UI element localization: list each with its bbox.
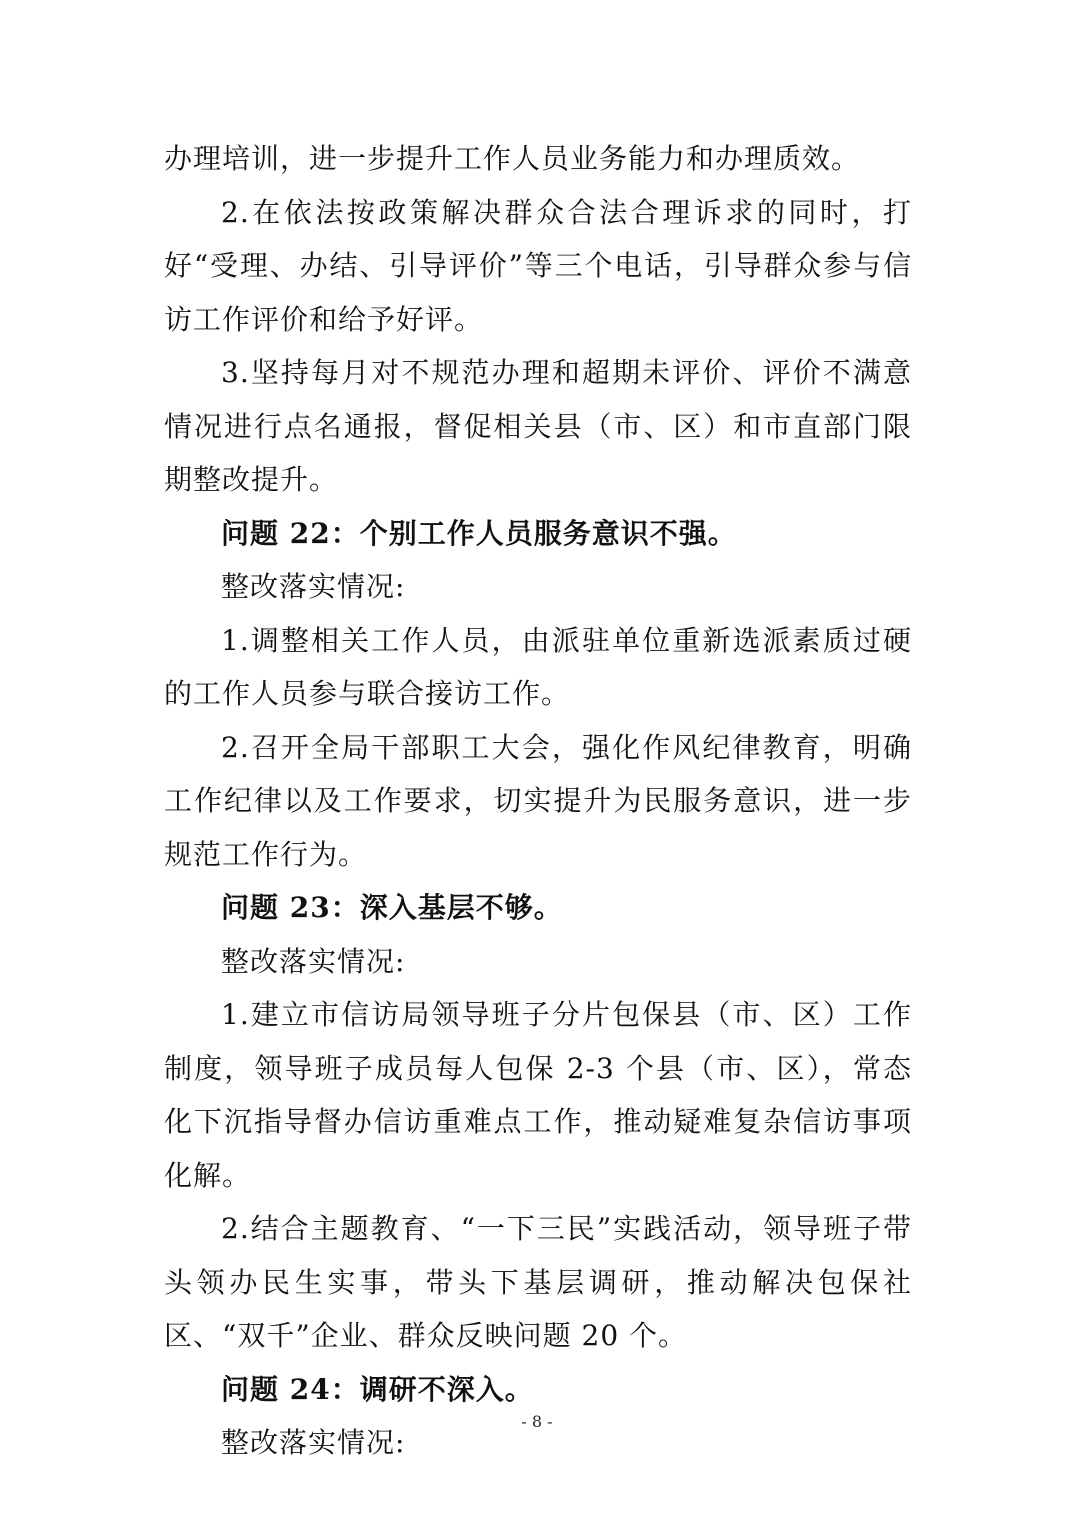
page-number: - 8 - (521, 1412, 553, 1431)
paragraph-item-2: 2.在依法按政策解决群众合法合理诉求的同时，打好“受理、办结、引导评价”等三个电话，引导群众参与信访工作评价和给予好评。 (164, 195, 912, 336)
issue-23-heading: 问题 23：深入基层不够。 (221, 891, 563, 924)
document-body (164, 132, 912, 1470)
issue-24-heading: 问题 24：调研不深入。 (221, 1372, 534, 1406)
issue-22-heading: 问题 22：个别工作人员服务意识不强。 (221, 516, 737, 550)
paragraph-item-1: 1.建立市信访局领导班子分片包保县（市、区）工作制度，领导班子成员每人包保 2-3 个县（市、区），常态化下沉指导督办信访重难点工作，推动疑难复杂信访事项化解。 (164, 998, 912, 1192)
rectification-label: 整改落实情况: (221, 570, 406, 603)
paragraph-item-2: 2.结合主题教育、“一下三民”实践活动，领导班子带头领办民生实事，带头下基层调研，推动解决包保社区、“双千”企业、群众反映问题 20 个。 (164, 1212, 912, 1352)
paragraph-item-2: 2.召开全局干部职工大会，强化作风纪律教育，明确工作纪律以及工作要求，切实提升为民服务意识，进一步规范工作行为。 (164, 730, 912, 871)
rectification-label: 整改落实情况: (221, 1426, 406, 1459)
paragraph-continuation: 办理培训，进一步提升工作人员业务能力和办理质效。 (164, 142, 861, 175)
rectification-label: 整改落实情况: (221, 944, 406, 978)
paragraph-item-1: 1.调整相关工作人员，由派驻单位重新选派素质过硬的工作人员参与联合接访工作。 (164, 623, 912, 710)
paragraph-item-3: 3.坚持每月对不规范办理和超期未评价、评价不满意情况进行点名通报，督促相关县（市、区）和市直部门限期整改提升。 (164, 356, 912, 496)
